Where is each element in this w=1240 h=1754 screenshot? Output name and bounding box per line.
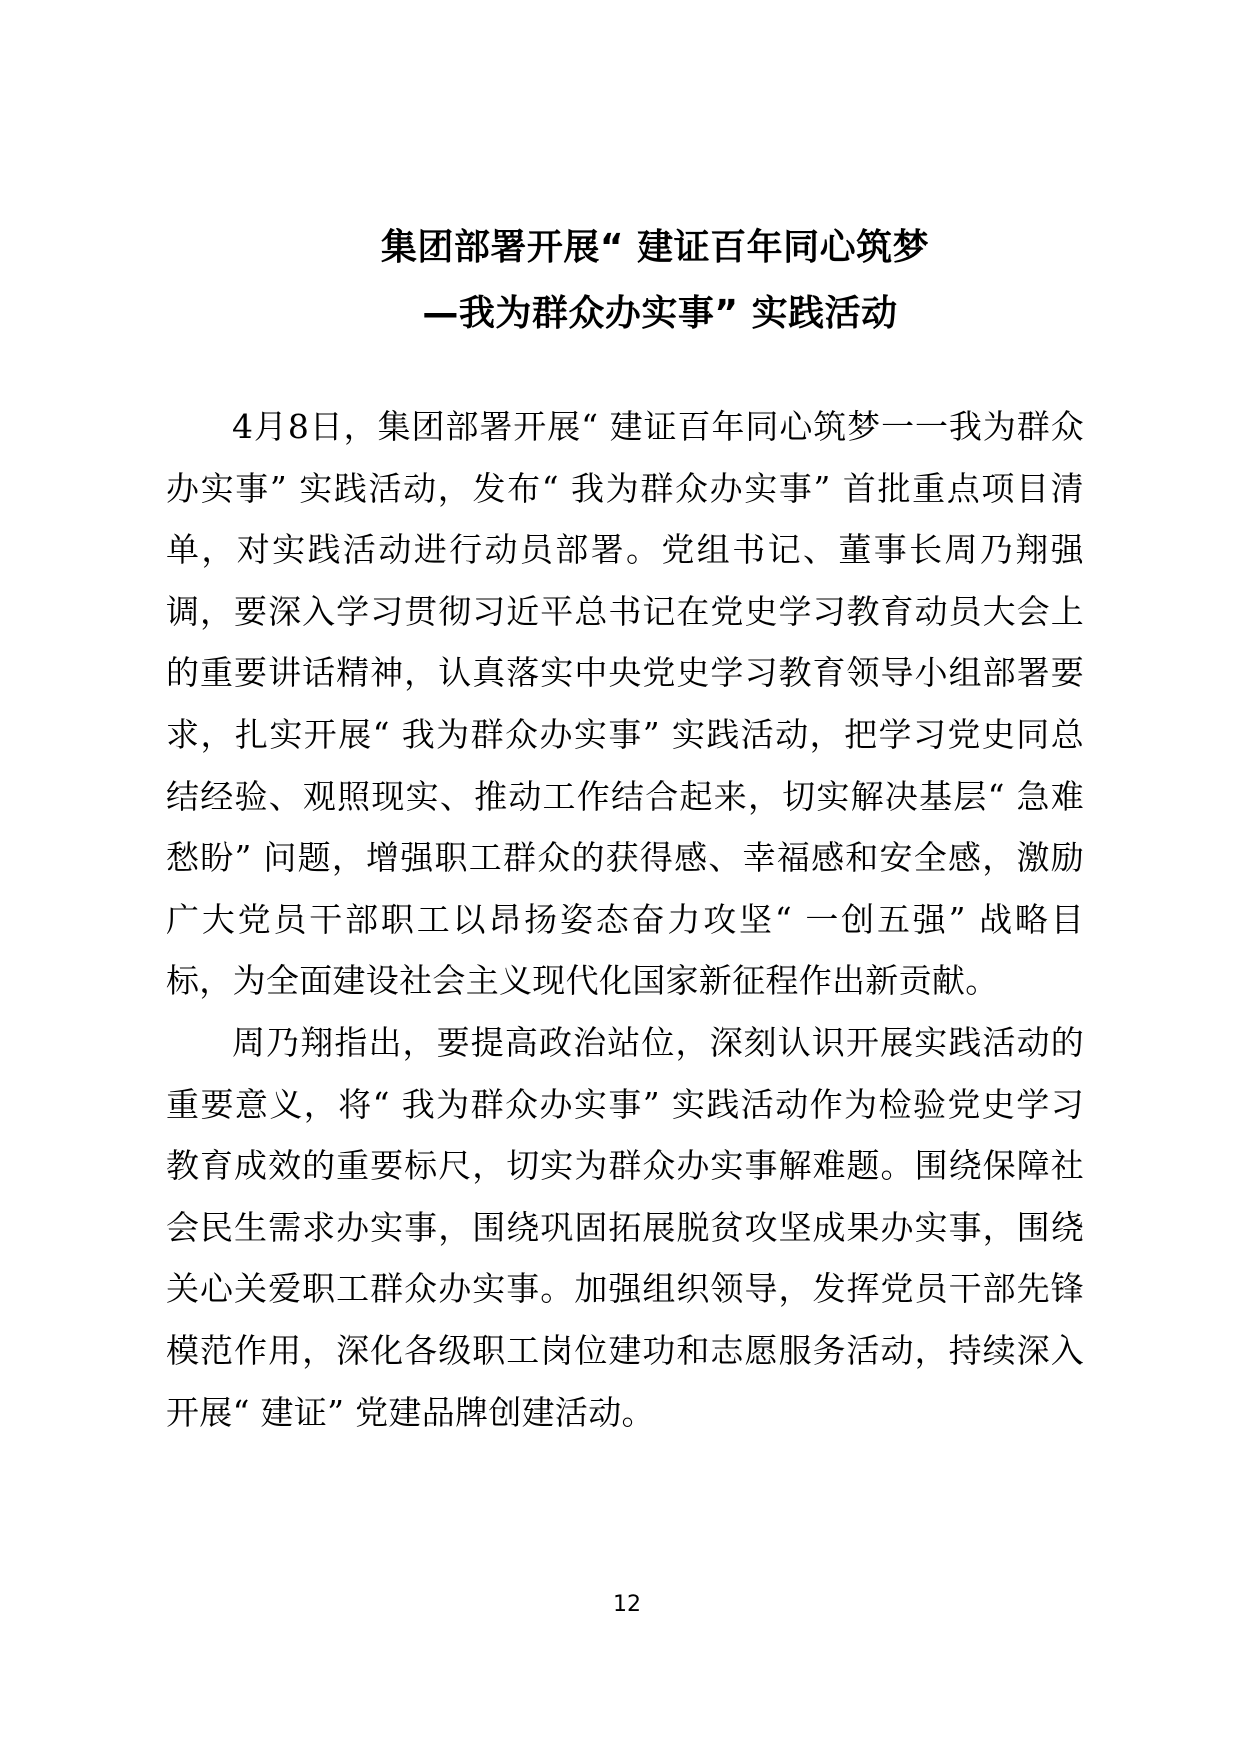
- title-line-2: —我为群众办实事” 实践活动: [422, 293, 898, 334]
- article-title: [0, 215, 1240, 347]
- paragraph-2: 周乃翔指出，要提高政治站位，深刻认识开展实践活动的重要意义，将“ 我为群众办实事” 实践活动作为检验党史学习教育成效的重要标尺，切实为群众办实事解难题。围绕保障社会民生需求办实事，围绕巩固拓展脱贫攻坚成果办实事，围绕关心关爱职工群众办实事。加强组织领导，发挥党员干部先锋模范作用，深化各级职工岗位建功和志愿服务活动，持续深入开展“ 建证” 党建品牌创建活动。: [166, 1022, 1084, 1432]
- title-line-1: 集团部署开展“ 建证百年同心筑梦: [380, 227, 930, 268]
- page-number: 12: [613, 1592, 641, 1617]
- article-body: [166, 396, 1084, 1443]
- paragraph-1: 4月8日，集团部署开展“ 建证百年同心筑梦一一我为群众办实事” 实践活动，发布“ 我为群众办实事” 首批重点项目清单，对实践活动进行动员部署。党组书记、董事长周乃翔强调，要深入学习贯彻习近平总书记在党史学习教育动员大会上的重要讲话精神，认真落实中央党史学习教育领导小组部署要求，扎实开展“ 我为群众办实事” 实践活动，把学习党史同总结经验、观照现实、推动工作结合起来，切实解决基层“ 急难愁盼” 问题，增强职工群众的获得感、幸福感和安全感，激励广大党员干部职工以昂扬姿态奋力攻坚“ 一创五强” 战略目标，为全面建设社会主义现代化国家新征程作出新贡献。: [166, 407, 1084, 1001]
